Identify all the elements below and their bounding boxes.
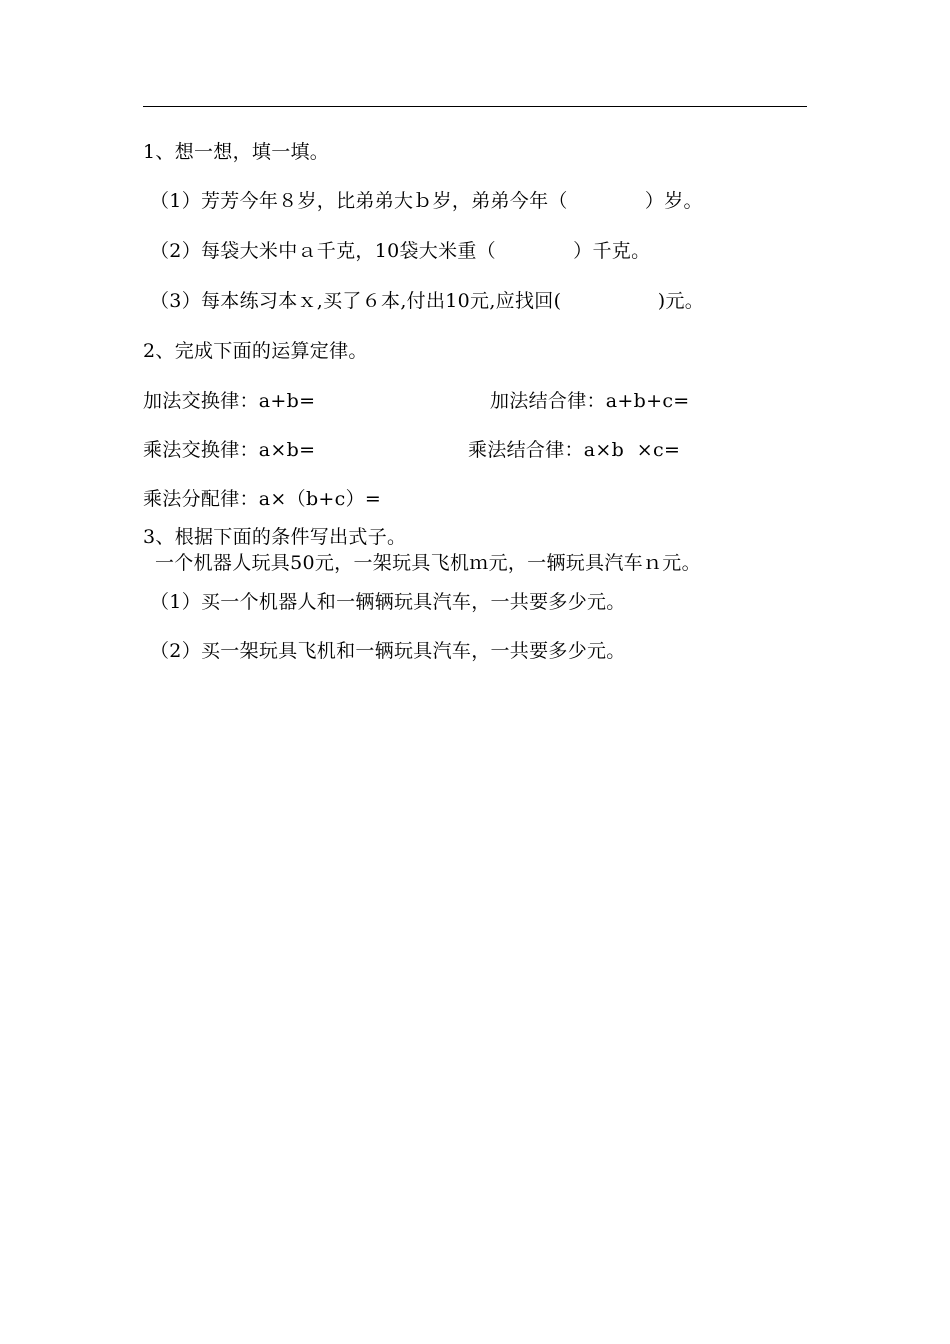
question-3-heading: 3、根据下面的条件写出式子。 [143, 526, 407, 548]
question-2-heading: 2、完成下面的运算定律。 [143, 340, 368, 362]
multiplication-commutative-law: 乘法交换律：a×b= [143, 439, 316, 461]
question-3-item-1: （1）买一个机器人和一辆辆玩具汽车，一共要多少元。 [150, 591, 626, 613]
question-1-item-2: （2）每袋大米中ａ千克，10袋大米重（ ）千克。 [150, 240, 651, 262]
question-1-heading: 1、想一想，填一填。 [143, 141, 330, 163]
header-rule [143, 106, 807, 107]
addition-commutative-law: 加法交换律：a+b= [143, 390, 316, 412]
addition-associative-law: 加法结合律：a+b+c= [490, 390, 690, 412]
question-1-item-3: （3）每本练习本ｘ,买了６本,付出10元,应找回( )元。 [150, 290, 705, 312]
question-3-item-2: （2）买一架玩具飞机和一辆玩具汽车，一共要多少元。 [150, 640, 626, 662]
question-3-condition: 一个机器人玩具50元，一架玩具飞机ｍ元，一辆玩具汽车ｎ元。 [155, 552, 701, 574]
distributive-law: 乘法分配律：a×（b+c）= [143, 488, 382, 510]
multiplication-associative-law: 乘法结合律：a×b ×c= [468, 439, 681, 461]
question-1-item-1: （1）芳芳今年８岁，比弟弟大ｂ岁，弟弟今年（ ）岁。 [150, 190, 703, 212]
